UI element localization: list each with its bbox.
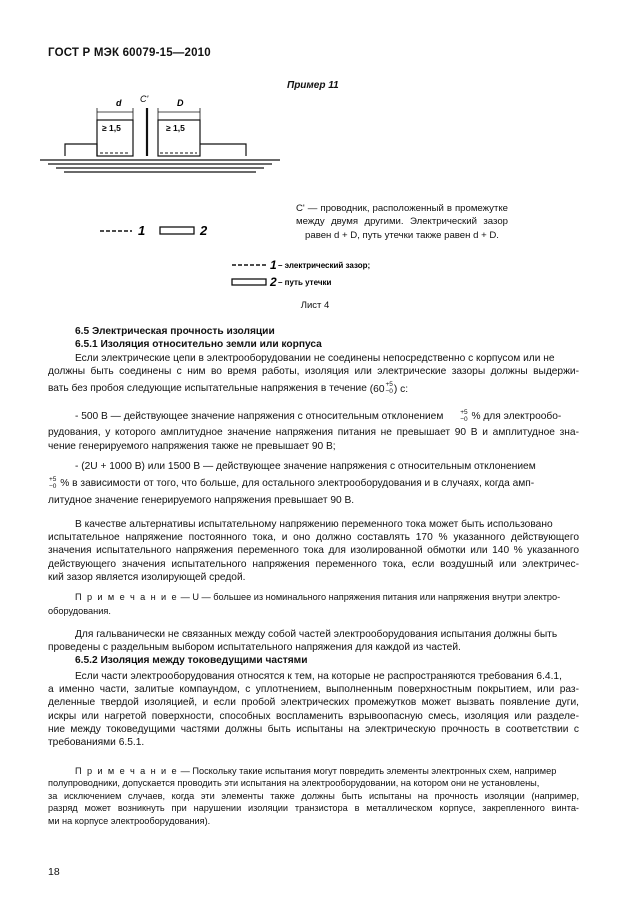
caption-line: между двумя другими. Электрический зазор [296, 216, 508, 228]
sheet-label: Лист 4 [300, 300, 330, 311]
text-line: - 500 В — действующее значение напряжения с относительным отклонением [75, 411, 444, 423]
key-2-text: – путь утечки [278, 278, 332, 287]
text-line: проведены с раздельным выбором испытательного напряжения для каждой из частей. [48, 642, 461, 654]
text-line: - (2U + 1000 В) или 1500 В — действующее значение напряжения с относительным отклонением [75, 461, 536, 472]
text-line: действующего значения испытательного напряжения переменного тока, если воздушный или электричес- [48, 558, 579, 570]
text-line: В качестве альтернативы испытательному напряжению переменного тока может быть использовано [75, 519, 553, 530]
text-line: требованиями 6.5.1. [48, 737, 145, 749]
paragraph-3 [48, 628, 579, 668]
text-line: испытательное напряжение постоянного тока, и оно должно составлять 170 % указанного действующего [48, 532, 579, 544]
legend-1-num: 1 [138, 223, 146, 238]
note-1 [48, 591, 579, 618]
dim-D-label: D [177, 98, 184, 108]
text-line: должны быть соединены с ним во время работы, изоляция или электрические зазоры должны выдержи- [48, 366, 579, 378]
heading-6-5: 6.5 Электрическая прочность изоляции [75, 326, 275, 337]
text-line: оборудования. [48, 606, 111, 617]
text-line: полупроводники, допускается проводить эти испытания на электрооборудовании, на котором они не установлены, [48, 778, 540, 789]
duration-value: (60+5 −0) с: [369, 381, 409, 395]
figure-key [228, 256, 398, 290]
text-line: кий зазор является изолирующей средой. [48, 571, 246, 583]
text-line: значения испытательного напряжения переменного тока для изолированной обмотки или 140 % указанного [48, 545, 579, 557]
caption-line: C' — проводник, расположенный в промежутке [296, 203, 508, 214]
section-6-5 [75, 325, 579, 351]
example-title: Пример 11 [287, 80, 339, 91]
text-line: — Поскольку такие испытания могут повредить элементы электронных схем, например [180, 766, 557, 776]
text-line: — U — большее из номинального напряжения питания или напряжения внутри электро- [180, 592, 561, 602]
note-2 [48, 765, 579, 827]
paragraph-1 [48, 352, 579, 396]
text-line: % для электрообо- [471, 411, 562, 423]
text-line: деленные твердой изоляцией, и если пробой электрических промежутков может вызвать появление дуги, [48, 697, 579, 709]
legend-2-num: 2 [200, 223, 208, 238]
text-line: чение генерируемого напряжения также не превышает 90 В; [48, 440, 336, 452]
text-line: Если электрические цепи в электрооборудовании не соединены непосредственно с корпусом или не [75, 353, 555, 364]
gap-left-label: ≥ 1,5 [102, 123, 121, 133]
text-line: ние между токоведущими частями должны быть испытаны на электрическую прочность в соответствии с [48, 723, 579, 735]
heading-6-5-2: 6.5.2 Изоляция между токоведущими частями [75, 655, 308, 667]
note-label: П р и м е ч а н и е [75, 766, 179, 776]
caption-line: равен d + D, путь утечки также равен d + D. [305, 229, 499, 241]
text-line: Для гальванически не связанных между собой частей электрооборудования испытания должны быть [75, 629, 558, 640]
paragraph-4 [48, 670, 579, 749]
note-label: П р и м е ч а н и е [75, 592, 179, 602]
paragraph-2 [48, 518, 579, 584]
text-line: искры или нагретой поверхности, способных воспламенить взрывоопасную смесь, изоляция или разделе- [48, 710, 579, 722]
bullet-1: - 500 В — действующее значение напряжения с относительным отклонением +5 −0 % для электрообо- рудования, у которого амплитудное значение напряжения питания не превышает 90 В и амплитудное зна- чение генерируемого напряжения также не превышает 90 В; [48, 409, 579, 452]
legend-box [160, 227, 194, 234]
heading-6-5-1: 6.5.1 Изоляция относительно земли или корпуса [75, 339, 322, 351]
text-line: Если части электрооборудования относятся к тем, на которые не распространяются требования 6.4.1, [75, 671, 562, 682]
page-header: ГОСТ Р МЭК 60079-15—2010 [48, 47, 211, 59]
text-line: разряд может возникнуть при нарушении изоляции транзистора в металлическом корпусе, закрепленного винта- [48, 803, 579, 814]
bullet-2: - (2U + 1000 В) или 1500 В — действующее значение напряжения с относительным отклонением +5 −0 % в зависимости от того, что больше, для остального электрооборудования и в случаях, когда амп- литудное значение генерируемого напряжения превышает 90 В. [48, 460, 579, 507]
text-line: рудования, у которого амплитудное значение напряжения питания не превышает 90 В и амплитудное зна- [48, 427, 579, 439]
text-line: вать без пробоя следующие испытательные напряжения в течение [48, 383, 367, 395]
text-line: а именно части, залитые компаундом, с уплотнением, выполненным поверхностным покрытием, или раз- [48, 684, 579, 696]
creepage-figure [40, 90, 280, 240]
text-line: литудное значение генерируемого напряжения превышает 90 В. [48, 494, 355, 506]
text-line: ми на корпусе электрооборудования). [48, 815, 211, 826]
dim-d-label: d [116, 98, 122, 108]
figure-caption [296, 202, 508, 242]
key-1-text: – электрический зазор; [278, 261, 371, 270]
page-number: 18 [48, 866, 60, 878]
conductor-c-label: C' [140, 94, 149, 104]
gap-right-label: ≥ 1,5 [166, 123, 185, 133]
text-line: % в зависимости от того, что больше, для остального электрооборудования и в случаях, когда амп- [60, 478, 535, 490]
key-1-num: 1 [270, 258, 277, 272]
key-2-num: 2 [270, 275, 277, 289]
text-line: за исключением случаев, когда эти элементы также должны быть испытаны на прочность изоляции (например, [48, 790, 579, 801]
